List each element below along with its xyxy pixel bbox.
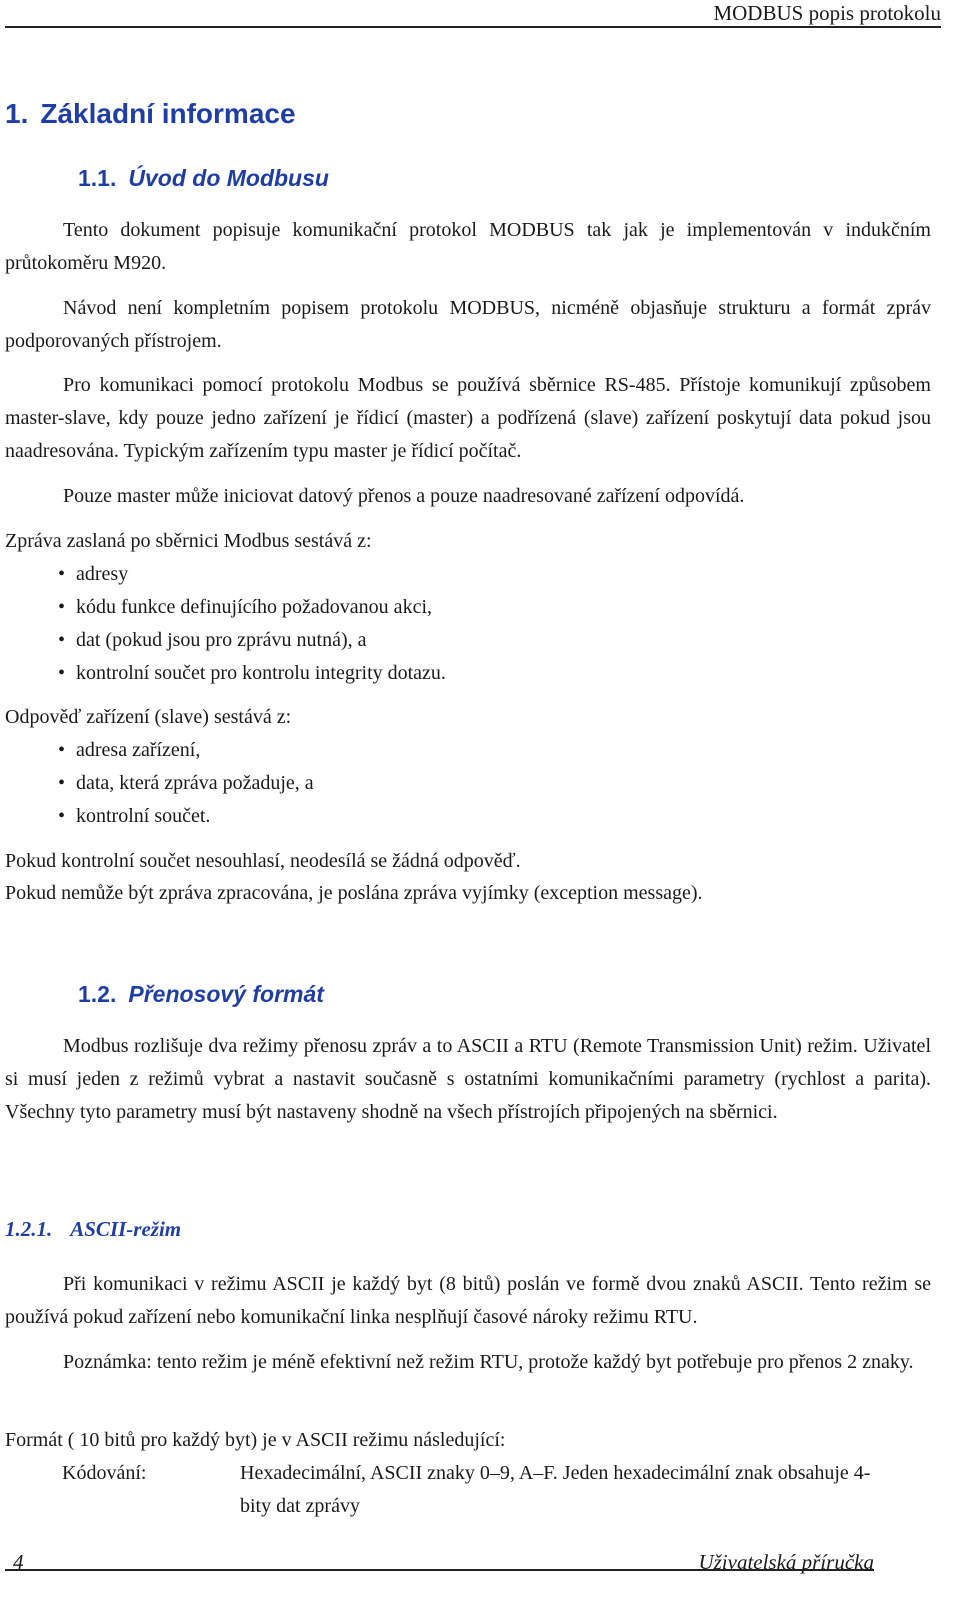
guide-title: Uživatelská příručka bbox=[698, 1550, 874, 1574]
response-intro: Odpověď zařízení (slave) sestává z: bbox=[5, 706, 292, 728]
list-item: • adresy bbox=[58, 558, 446, 591]
list-item: • dat (pokud jsou pro zprávu nutná), a bbox=[58, 624, 446, 657]
list-item: • data, která zpráva požaduje, a bbox=[58, 767, 314, 800]
section-title: Úvod do Modbusu bbox=[128, 165, 329, 191]
list-item: • kódu funkce definujícího požadovanou akci, bbox=[58, 591, 446, 624]
paragraph-intro: Tento dokument popisuje komunikační protokol MODBUS tak jak je implementován v indukčním průtokoměru M920. bbox=[5, 219, 931, 274]
section-heading-1-1 bbox=[78, 163, 329, 193]
document-title: MODBUS popis protokolu bbox=[713, 1, 941, 25]
paragraph-checksum: Pokud kontrolní součet nesouhlasí, neodesílá se žádná odpověď. bbox=[5, 850, 521, 872]
section-title: Přenosový formát bbox=[128, 981, 324, 1007]
page-footer bbox=[5, 1543, 874, 1574]
list-item: • kontrolní součet. bbox=[58, 800, 314, 833]
coding-label: Kódování: bbox=[62, 1462, 147, 1484]
section-title: Základní informace bbox=[40, 98, 296, 129]
list-item: • kontrolní součet pro kontrolu integrity dotazu. bbox=[58, 657, 446, 690]
section-title: ASCII-režim bbox=[70, 1217, 182, 1241]
paragraph-scope: Návod není kompletním popisem protokolu MODBUS, nicméně objasňuje strukturu a formát zpráv podporovaných přístrojem. bbox=[5, 297, 931, 352]
section-number: 1.2. bbox=[78, 981, 117, 1007]
paragraph-ascii-mode: Při komunikaci v režimu ASCII je každý byt (8 bitů) poslán ve formě dvou znaků ASCII. Tento režim se používá pokud zařízení nebo komunikační linka nesplňují časové nároky režimu RTU. bbox=[5, 1273, 931, 1328]
section-heading-1 bbox=[5, 96, 296, 132]
coding-value: Hexadecimální, ASCII znaky 0–9, A–F. Jeden hexadecimální znak obsahuje 4-bity dat zprávy bbox=[240, 1462, 871, 1517]
section-number: 1. bbox=[5, 98, 29, 129]
paragraph-ascii-note: Poznámka: tento režim je méně efektivní než režim RTU, protože každý byt potřebuje pro přenos 2 znaky. bbox=[63, 1351, 914, 1373]
paragraph-rs485: Pro komunikaci pomocí protokolu Modbus se používá sběrnice RS-485. Přístoje komunikují způsobem master-slave, kdy pouze jedno zařízení je řídicí (master) a podřízená (slave) zařízení poskytují data pokud jsou naadresována. Typickým zařízením typu master je řídicí počítač. bbox=[5, 374, 931, 462]
paragraph-format-intro: Formát ( 10 bitů pro každý byt) je v ASCII režimu následující: bbox=[5, 1429, 506, 1451]
response-parts-list bbox=[58, 734, 314, 833]
list-item: • adresa zařízení, bbox=[58, 734, 314, 767]
section-number: 1.2.1. bbox=[5, 1217, 53, 1241]
paragraph-master: Pouze master může iniciovat datový přenos a pouze naadresované zařízení odpovídá. bbox=[63, 485, 745, 507]
paragraph-exception: Pokud nemůže být zpráva zpracována, je poslána zpráva vyjímky (exception message). bbox=[5, 882, 703, 904]
paragraph-transmission-modes: Modbus rozlišuje dva režimy přenosu zpráv a to ASCII a RTU (Remote Transmission Unit) režim. Uživatel si musí jeden z režimů vybrat a nastavit současně s ostatními komunikačními parametry (rychlost a parita). Všechny tyto parametry musí být nastaveny shodně na všech přístrojích připojených na sběrnici. bbox=[5, 1035, 931, 1123]
message-parts-list bbox=[58, 558, 446, 690]
section-number: 1.1. bbox=[78, 165, 117, 191]
section-heading-1-2 bbox=[78, 979, 324, 1009]
page-number: 4 bbox=[13, 1550, 24, 1574]
message-intro: Zpráva zaslaná po sběrnici Modbus sestává z: bbox=[5, 530, 372, 552]
page-header bbox=[5, 0, 941, 28]
section-heading-1-2-1 bbox=[5, 1214, 181, 1244]
